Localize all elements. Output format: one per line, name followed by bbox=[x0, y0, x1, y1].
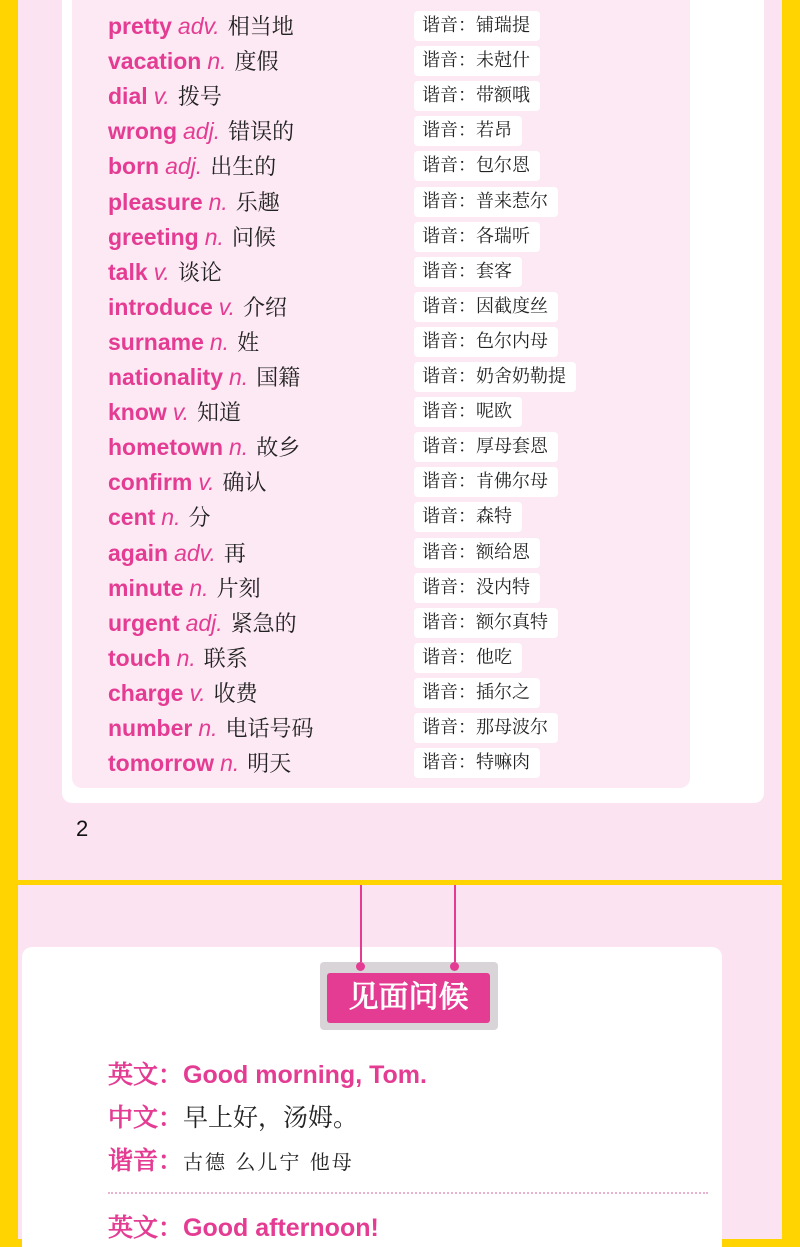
vocab-word-line bbox=[108, 255, 222, 290]
vocab-row bbox=[108, 746, 708, 781]
vocab-word: know bbox=[108, 399, 167, 426]
vocab-word: again bbox=[108, 539, 169, 566]
vocab-pos: adj. bbox=[185, 609, 223, 636]
vocab-pron-box bbox=[414, 397, 522, 427]
vocab-pron-box bbox=[414, 713, 558, 743]
vocab-pron-text: 特嘛肉 bbox=[476, 752, 530, 774]
vocab-row bbox=[108, 149, 708, 184]
vocab-pron-label: 谐音： bbox=[422, 681, 476, 703]
vocab-pos: v. bbox=[172, 399, 189, 426]
vocab-pos: v. bbox=[153, 83, 170, 110]
vocab-word: greeting bbox=[108, 223, 199, 250]
vocab-word-line bbox=[108, 430, 300, 465]
vocab-pos: adv. bbox=[174, 539, 216, 566]
vocab-row bbox=[108, 325, 708, 360]
vocab-pos: n. bbox=[220, 750, 240, 777]
vocab-word: pleasure bbox=[108, 188, 203, 215]
vocab-pron-label: 谐音： bbox=[422, 155, 476, 177]
vocab-word-line bbox=[108, 711, 314, 746]
vocab-row bbox=[108, 641, 708, 676]
vocab-word: dial bbox=[108, 83, 148, 110]
vocab-pron-label: 谐音： bbox=[422, 366, 476, 387]
vocab-word-line bbox=[108, 114, 294, 149]
vocab-pron-label: 谐音： bbox=[422, 436, 476, 458]
vocab-pron-label: 谐音： bbox=[422, 190, 476, 212]
vocab-row bbox=[108, 9, 708, 44]
vocab-word-line bbox=[108, 149, 276, 184]
vocab-meaning: 介绍 bbox=[242, 294, 287, 320]
vocab-pron-label: 谐音： bbox=[422, 401, 476, 423]
vocab-pron-text: 包尔恩 bbox=[476, 155, 530, 177]
vocab-pron-text: 他吃 bbox=[476, 646, 512, 668]
vocab-meaning: 谈论 bbox=[177, 259, 222, 285]
vocab-meaning: 分 bbox=[188, 505, 211, 531]
vocab-word-line bbox=[108, 220, 276, 255]
vocab-word: urgent bbox=[108, 609, 180, 636]
vocab-word-line bbox=[108, 500, 211, 535]
vocab-pron-text: 带额哦 bbox=[476, 85, 530, 107]
vocab-pos: n. bbox=[229, 434, 249, 461]
vocab-meaning: 相当地 bbox=[227, 14, 294, 39]
vocab-pron-label: 谐音： bbox=[422, 506, 476, 528]
vocab-pron-label: 谐音： bbox=[422, 225, 476, 247]
section-title: 见面问候 bbox=[327, 973, 490, 1023]
vocab-word: touch bbox=[108, 644, 171, 671]
vocab-meaning: 拨号 bbox=[177, 84, 222, 110]
vocab-pron-text: 奶舍奶勒提 bbox=[476, 366, 566, 387]
vocab-word-line bbox=[108, 465, 267, 500]
vocab-meaning: 国籍 bbox=[256, 365, 301, 390]
vocab-word-line bbox=[108, 571, 261, 606]
vocab-pron-box bbox=[414, 467, 558, 497]
vocab-word-line bbox=[108, 676, 258, 711]
vocab-word: hometown bbox=[108, 434, 223, 461]
vocab-pron-text: 额给恩 bbox=[476, 541, 530, 563]
vocab-pos: n. bbox=[208, 188, 228, 215]
vocab-pron-label: 谐音： bbox=[422, 576, 476, 598]
vocab-pron-label: 谐音： bbox=[422, 717, 476, 738]
vocab-pron-label: 谐音： bbox=[422, 15, 476, 36]
vocab-word-line bbox=[108, 536, 246, 571]
vocab-row bbox=[108, 536, 708, 571]
vocab-word: number bbox=[108, 715, 193, 741]
vocab-pron-box bbox=[414, 151, 540, 181]
vocab-pos: n. bbox=[209, 328, 230, 355]
vocab-pron-label: 谐音： bbox=[422, 260, 476, 282]
vocab-pron-text: 肯佛尔母 bbox=[476, 471, 548, 493]
vocab-pos: v. bbox=[218, 293, 235, 320]
vocab-pron-box bbox=[414, 222, 540, 252]
vocab-pos: adj. bbox=[183, 118, 221, 145]
vocab-row bbox=[108, 711, 708, 746]
vocab-pron-label: 谐音： bbox=[422, 752, 476, 774]
vocab-pron-text: 若昂 bbox=[476, 120, 512, 142]
vocab-meaning: 姓 bbox=[237, 329, 260, 355]
vocab-word-line bbox=[108, 746, 291, 781]
vocab-word: introduce bbox=[108, 293, 213, 320]
vocab-meaning: 乐趣 bbox=[235, 189, 280, 215]
vocab-pron-box bbox=[414, 116, 522, 146]
vocab-row bbox=[108, 430, 708, 465]
pron-label: 谐音： bbox=[108, 1147, 184, 1175]
vocab-pos: n. bbox=[198, 715, 218, 741]
entry1-pron-text: 古德 么儿宁 他母 bbox=[183, 1150, 354, 1174]
vocab-row bbox=[108, 185, 708, 220]
vocab-pron-box bbox=[414, 46, 540, 76]
vocab-word: born bbox=[108, 153, 160, 180]
vocab-meaning: 知道 bbox=[196, 400, 241, 426]
vocab-pos: n. bbox=[161, 504, 181, 531]
vocab-meaning: 再 bbox=[223, 540, 246, 566]
vocab-word: confirm bbox=[108, 469, 193, 496]
vocab-word: cent bbox=[108, 504, 156, 531]
vocab-pron-box bbox=[414, 362, 576, 392]
entry2-english-text: Good afternoon! bbox=[183, 1214, 379, 1242]
title-hanger-left bbox=[360, 885, 362, 967]
vocab-word: wrong bbox=[108, 118, 177, 145]
vocab-word-line bbox=[108, 606, 297, 641]
vocab-meaning: 收费 bbox=[213, 680, 258, 706]
vocab-pron-box bbox=[414, 538, 540, 568]
vocab-word: talk bbox=[108, 258, 148, 285]
vocab-word: surname bbox=[108, 328, 204, 355]
vocab-meaning: 出生的 bbox=[210, 154, 277, 180]
vocab-pron-label: 谐音： bbox=[422, 330, 476, 352]
vocab-pron-label: 谐音： bbox=[422, 50, 476, 72]
vocab-meaning: 确认 bbox=[222, 470, 267, 496]
vocab-word: minute bbox=[108, 574, 184, 601]
vocab-word-line bbox=[108, 290, 287, 325]
vocab-pron-box bbox=[414, 748, 540, 778]
english-label-2: 英文： bbox=[108, 1214, 184, 1242]
vocab-pos: n. bbox=[229, 364, 249, 390]
vocab-word: vacation bbox=[108, 48, 202, 75]
vocab-word: pretty bbox=[108, 13, 172, 39]
vocab-pron-text: 未尅什 bbox=[476, 50, 530, 72]
vocab-meaning: 故乡 bbox=[256, 435, 301, 461]
vocab-row bbox=[108, 79, 708, 114]
vocab-pron-label: 谐音： bbox=[422, 120, 476, 142]
entry1-pron-line bbox=[108, 1141, 354, 1177]
vocab-meaning: 明天 bbox=[247, 751, 292, 777]
vocab-meaning: 电话号码 bbox=[225, 716, 314, 741]
hanger-dot-left bbox=[356, 962, 365, 971]
vocab-pron-label: 谐音： bbox=[422, 471, 476, 493]
vocab-row bbox=[108, 360, 708, 395]
vocab-pos: n. bbox=[204, 223, 224, 250]
vocab-meaning: 错误的 bbox=[228, 119, 295, 145]
title-hanger-right bbox=[454, 885, 456, 967]
page-number: 2 bbox=[76, 816, 89, 841]
vocab-pron-text: 那母波尔 bbox=[476, 717, 548, 738]
vocab-pron-text: 额尔真特 bbox=[476, 611, 548, 633]
vocab-word-line bbox=[108, 325, 259, 360]
vocab-pron-label: 谐音： bbox=[422, 611, 476, 633]
vocab-meaning: 联系 bbox=[203, 645, 248, 671]
vocab-pron-box bbox=[414, 292, 558, 322]
vocab-pron-text: 呢欧 bbox=[476, 401, 512, 423]
vocab-word-line bbox=[108, 641, 248, 676]
vocab-pron-box bbox=[414, 81, 540, 111]
vocab-pos: n. bbox=[189, 574, 209, 601]
vocab-pron-box bbox=[414, 187, 558, 217]
vocab-word-line bbox=[108, 9, 294, 44]
vocab-row bbox=[108, 290, 708, 325]
vocab-pron-text: 套客 bbox=[476, 260, 512, 282]
vocab-row bbox=[108, 220, 708, 255]
entry-separator bbox=[108, 1192, 708, 1194]
vocab-word-line bbox=[108, 185, 280, 220]
vocab-pron-box bbox=[414, 643, 522, 673]
vocab-row bbox=[108, 606, 708, 641]
vocab-row bbox=[108, 44, 708, 79]
chinese-label: 中文： bbox=[108, 1104, 184, 1132]
vocab-row bbox=[108, 395, 708, 430]
vocab-pron-box bbox=[414, 678, 540, 708]
vocab-row bbox=[108, 676, 708, 711]
entry1-chinese-text: 早上好，汤姆。 bbox=[183, 1104, 359, 1132]
vocab-word-line bbox=[108, 79, 222, 114]
vocab-pron-text: 各瑞听 bbox=[476, 225, 530, 247]
vocab-pron-text: 没内特 bbox=[476, 576, 530, 598]
vocab-pron-text: 色尔内母 bbox=[476, 330, 548, 352]
hanger-dot-right bbox=[450, 962, 459, 971]
vocab-word-line bbox=[108, 360, 300, 395]
vocab-row bbox=[108, 114, 708, 149]
vocab-pron-text: 铺瑞提 bbox=[476, 15, 530, 36]
vocab-word: tomorrow bbox=[108, 750, 215, 777]
vocab-row bbox=[108, 571, 708, 606]
vocab-pron-box bbox=[414, 432, 558, 462]
vocab-pron-text: 森特 bbox=[476, 506, 512, 528]
entry1-english-text: Good morning, Tom. bbox=[183, 1061, 427, 1089]
vocab-pron-box bbox=[414, 608, 558, 638]
vocab-meaning: 紧急的 bbox=[230, 610, 297, 636]
entry1-chinese-line bbox=[108, 1098, 358, 1134]
vocab-pron-label: 谐音： bbox=[422, 295, 476, 317]
vocab-pron-text: 插尔之 bbox=[476, 681, 530, 703]
vocab-word: nationality bbox=[108, 364, 224, 390]
vocab-meaning: 度假 bbox=[234, 49, 279, 75]
vocab-pron-text: 因截度丝 bbox=[476, 295, 548, 317]
vocab-pron-text: 普来惹尔 bbox=[476, 190, 548, 212]
vocab-word-line bbox=[108, 44, 279, 79]
vocab-pron-text: 厚母套恩 bbox=[476, 436, 548, 458]
vocab-pos: v. bbox=[198, 469, 215, 496]
vocab-pron-label: 谐音： bbox=[422, 85, 476, 107]
vocab-pron-box bbox=[414, 502, 522, 532]
vocab-pron-box bbox=[414, 257, 522, 287]
vocab-pos: adj. bbox=[165, 153, 203, 180]
english-label: 英文： bbox=[108, 1061, 184, 1089]
vocab-pos: adv. bbox=[177, 13, 220, 39]
vocab-pos: v. bbox=[153, 258, 170, 285]
vocab-pron-box bbox=[414, 11, 540, 41]
vocab-word: charge bbox=[108, 679, 184, 706]
vocab-row bbox=[108, 500, 708, 535]
vocab-pos: v. bbox=[189, 679, 206, 706]
vocab-pron-box bbox=[414, 573, 540, 603]
vocab-pron-label: 谐音： bbox=[422, 646, 476, 668]
vocab-word-line bbox=[108, 395, 241, 430]
vocab-meaning: 片刻 bbox=[216, 575, 261, 601]
vocab-pron-box bbox=[414, 327, 558, 357]
entry1-english-line bbox=[108, 1055, 427, 1091]
vocab-meaning: 问候 bbox=[231, 224, 276, 250]
vocab-pos: n. bbox=[207, 48, 227, 75]
vocab-pron-label: 谐音： bbox=[422, 541, 476, 563]
vocab-row bbox=[108, 255, 708, 290]
vocab-pos: n. bbox=[176, 644, 196, 671]
vocab-row bbox=[108, 465, 708, 500]
